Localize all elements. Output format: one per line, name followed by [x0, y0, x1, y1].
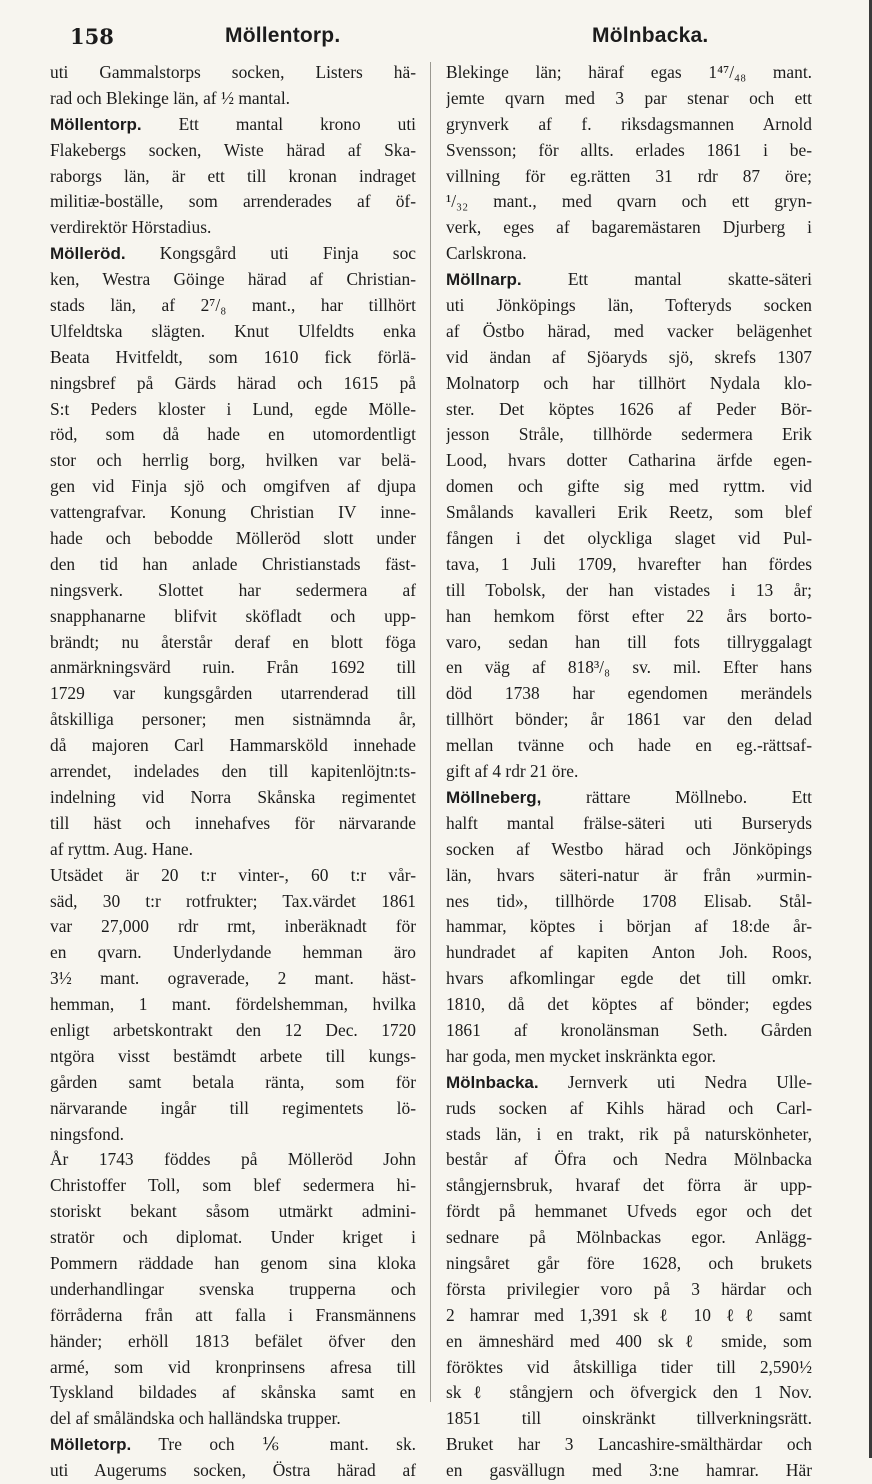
text-line: [50, 1096, 416, 1122]
line-text: Carlskrona.: [446, 243, 527, 264]
entry-first-line: [446, 1070, 812, 1096]
line-text: Ett mantal skatte-säteri: [521, 269, 812, 290]
text-line: [446, 60, 812, 86]
line-text: uti Augerums socken, Östra härad af: [50, 1460, 416, 1481]
line-text: stratör och diplomat. Under kriget i: [50, 1227, 416, 1248]
text-line: [446, 914, 812, 940]
line-text: nes tid», tillhörde 1708 Elisab. Stål-: [446, 890, 812, 911]
line-text: varo, sedan han till fots tillryggalagt: [446, 631, 812, 652]
text-line: [446, 345, 812, 371]
text-line: [50, 1251, 416, 1277]
line-text: indelning vid Norra Skånska regimentet: [50, 786, 416, 807]
text-line: [446, 1173, 812, 1199]
text-line: [446, 215, 812, 241]
line-text: 1729 var kungsgården utarrenderad till: [50, 683, 416, 704]
entry-headword: Mölleröd.: [50, 244, 126, 264]
entry-headword: Möllentorp.: [50, 114, 142, 134]
line-text: röd, som då hade en utomordentligt: [50, 424, 416, 445]
text-line: [50, 707, 416, 733]
line-text: stads län, af 2⁷/₈ mant., har tillhört: [50, 295, 416, 316]
text-line: [446, 604, 812, 630]
text-line: [446, 1096, 812, 1122]
text-line: [50, 1329, 416, 1355]
line-text: af Östbo härad, med vacker belägenhet: [446, 320, 812, 341]
line-text: död 1738 har egendomen merändels: [446, 683, 812, 704]
text-line: [50, 1225, 416, 1251]
entry-headword: Möllnarp.: [446, 270, 522, 290]
line-text: Bruket har 3 Lancashire-smälthärdar och: [446, 1434, 812, 1455]
entry-first-line: [50, 112, 416, 138]
line-text: villning för eg.rätten 31 rdr 87 öre;: [446, 165, 812, 186]
column-divider: [430, 62, 431, 1402]
text-line: [446, 1329, 812, 1355]
text-line: [446, 138, 812, 164]
line-text: uti Gammalstorps socken, Listers hä-: [50, 62, 416, 82]
line-text: ¹/₃₂ mant., med qvarn och ett gryn-: [446, 191, 812, 212]
line-text: mellan tvänne och hade en eg.-rättsaf-: [446, 735, 812, 756]
text-line: [50, 189, 416, 215]
text-line: [50, 422, 416, 448]
text-line: [50, 474, 416, 500]
line-text: del af småländska och halländska trupper.: [50, 1408, 341, 1429]
right-running-head: Mölnbacka.: [592, 24, 709, 47]
line-text: raborgs län, är ett till kronan indraget: [50, 165, 416, 186]
text-line: [446, 1251, 812, 1277]
text-line: [446, 189, 812, 215]
line-text: verk, eges af bagaremästaren Djurberg i: [446, 217, 812, 238]
text-line: [446, 1147, 812, 1173]
entry-first-line: [50, 241, 416, 267]
line-text: 1851 till oinskränkt tillverkningsrätt.: [446, 1408, 812, 1429]
text-line: [50, 1380, 416, 1406]
text-line: [446, 759, 812, 785]
text-line: [446, 1406, 812, 1432]
text-line: [50, 86, 416, 112]
text-line: [446, 241, 812, 267]
text-line: [50, 371, 416, 397]
line-text: Jernverk uti Nedra Ulle-: [538, 1071, 812, 1092]
text-line: [446, 992, 812, 1018]
line-text: förråderna från att falla i Fransmännens: [50, 1304, 416, 1325]
line-text: År 1743 föddes på Mölleröd John: [50, 1149, 416, 1170]
line-text: till Tobolsk, der han vistades i 13 år;: [446, 579, 812, 600]
line-text: ken, Westra Göinge härad af Christian-: [50, 269, 416, 290]
text-line: [50, 863, 416, 889]
line-text: län, hvars säteri-natur är från »urmin-: [446, 864, 812, 885]
left-text-column: [50, 60, 416, 1484]
line-text: ruds socken af Kihls härad och Carl-: [446, 1097, 812, 1118]
text-line: [50, 578, 416, 604]
text-line: [446, 863, 812, 889]
entry-first-line: [50, 1432, 416, 1458]
text-line: [446, 1458, 812, 1484]
text-line: [446, 733, 812, 759]
line-text: militiæ-boställe, som arrenderades af öf-: [50, 191, 416, 212]
line-text: anmärkningsvärd ruin. Från 1692 till: [50, 657, 416, 678]
line-text: hvars afkomlingar egde det till omkr.: [446, 968, 812, 989]
text-line: [446, 578, 812, 604]
text-line: [446, 1199, 812, 1225]
line-text: åtskilliga personer; men sistnämnda år,: [50, 709, 416, 730]
line-text: gården samt betala ränta, som för: [50, 1071, 416, 1092]
line-text: hundradet af kapiten Anton Joh. Roos,: [446, 942, 812, 963]
text-line: [50, 759, 416, 785]
line-text: gen vid Finja sjö och omgifven af djupa: [50, 476, 416, 497]
line-text: sednare på Mölnbackas egor. Anlägg-: [446, 1227, 812, 1248]
right-text-column: [446, 60, 812, 1484]
text-line: [446, 422, 812, 448]
text-line: [50, 1303, 416, 1329]
text-line: [50, 215, 416, 241]
text-line: [50, 1355, 416, 1381]
line-text: var 27,000 rdr rmt, inberäknadt för: [50, 916, 416, 937]
text-line: [446, 630, 812, 656]
line-text: rättare Möllnebo. Ett: [541, 786, 812, 807]
line-text: Utsädet är 20 t:r vinter-, 60 t:r vår-: [50, 864, 416, 885]
text-line: [446, 837, 812, 863]
text-line: [50, 552, 416, 578]
line-text: då majoren Carl Hammarsköld innehade: [50, 735, 416, 756]
left-running-head: Möllentorp.: [225, 24, 341, 47]
line-text: grynverk af f. riksdagsmannen Arnold: [446, 113, 812, 134]
text-line: [446, 940, 812, 966]
line-text: stor och herrlig borg, hvilken var belä-: [50, 450, 416, 471]
line-text: ningsbref på Gärds härad och 1615 på: [50, 372, 416, 393]
text-line: [446, 526, 812, 552]
line-text: ningsfond.: [50, 1123, 124, 1144]
text-line: [446, 319, 812, 345]
text-line: [446, 655, 812, 681]
text-line: [50, 655, 416, 681]
line-text: ningsverk. Slottet har sedermera af: [50, 579, 416, 600]
text-line: [50, 681, 416, 707]
line-text: hade och bebodde Mölleröd slott under: [50, 528, 416, 549]
text-line: [446, 811, 812, 837]
text-line: [50, 397, 416, 423]
line-text: verdirektör Hörstadius.: [50, 217, 212, 238]
line-text: armé, som vid kronprinsens afresa till: [50, 1356, 416, 1377]
line-text: en väg af 818³/₈ sv. mil. Efter hans: [446, 657, 812, 678]
line-text: domen och gifte sig med ryttm. vid: [446, 476, 812, 497]
line-text: underhandlingar svenska trupperna och: [50, 1278, 416, 1299]
line-text: halft mantal frälse-säteri uti Burseryds: [446, 812, 812, 833]
text-line: [446, 1432, 812, 1458]
line-text: den tid han anlade Christianstads fäst-: [50, 553, 416, 574]
text-line: [446, 1277, 812, 1303]
line-text: snapphanarne blifvit sköfladt och upp-: [50, 605, 416, 626]
line-text: en ämneshärd med 400 skℓ smide, som: [446, 1330, 812, 1351]
line-text: Tre och ⅙ mant. sk.: [131, 1434, 416, 1455]
text-line: [50, 811, 416, 837]
line-text: rad och Blekinge län, af ½ mantal.: [50, 87, 291, 108]
line-text: 1810, då det köptes af bönder; egdes: [446, 994, 812, 1015]
line-text: Kongsgård uti Finja soc: [125, 243, 416, 264]
running-header: [0, 22, 872, 50]
text-line: [446, 681, 812, 707]
text-line: [446, 1018, 812, 1044]
entry-headword: Möllneberg,: [446, 787, 542, 807]
line-text: jemte qvarn med 3 par stenar och ett: [446, 87, 812, 108]
line-text: hemman, 1 mant. fördelshemman, hvilka: [50, 994, 416, 1015]
text-line: [446, 1122, 812, 1148]
line-text: stångjernsbruk, hvaraf det förra är upp-: [446, 1175, 812, 1196]
line-text: brändt; nu återstår deraf en blott föga: [50, 631, 416, 652]
line-text: stads län, i en trakt, rik på naturskönheter,: [446, 1123, 812, 1144]
line-text: Pommern räddade han genom sina kloka: [50, 1252, 416, 1273]
line-text: 2 hamrar med 1,391 skℓ 10 ℓℓ samt: [446, 1304, 812, 1325]
line-text: Smålands kavalleri Erik Reetz, som blef: [446, 502, 812, 523]
line-text: består af Öfra och Nedra Mölnbacka: [446, 1149, 812, 1170]
text-line: [446, 397, 812, 423]
line-text: skℓ stångjern och öfvergick den 1 Nov.: [446, 1382, 812, 1403]
text-line: [446, 889, 812, 915]
text-line: [446, 448, 812, 474]
text-line: [50, 293, 416, 319]
text-line: [446, 707, 812, 733]
text-line: [50, 448, 416, 474]
text-line: [50, 604, 416, 630]
line-text: säd, 30 t:r rotfrukter; Tax.värdet 1861: [50, 890, 416, 911]
line-text: jesson Stråle, tillhörde sedermera Erik: [446, 424, 812, 445]
line-text: Blekinge län; häraf egas 1⁴⁷/₄₈ mant.: [446, 62, 812, 82]
text-line: [446, 293, 812, 319]
page-number: 158: [70, 24, 114, 49]
text-line: [446, 552, 812, 578]
text-line: [446, 164, 812, 190]
text-line: [50, 1406, 416, 1432]
line-text: socken af Westbo härad och Jönköpings: [446, 838, 812, 859]
text-line: [50, 785, 416, 811]
text-line: [50, 630, 416, 656]
text-line: [50, 500, 416, 526]
text-line: [50, 345, 416, 371]
line-text: Tyskland bildades af skånska samt en: [50, 1382, 416, 1403]
text-line: [446, 112, 812, 138]
text-line: [50, 1147, 416, 1173]
line-text: ningsåret går före 1628, och brukets: [446, 1252, 812, 1273]
text-line: [50, 1070, 416, 1096]
text-line: [446, 371, 812, 397]
line-text: 3½ mant. ograverade, 2 mant. häst-: [50, 968, 416, 989]
text-line: [50, 164, 416, 190]
text-line: [50, 1277, 416, 1303]
line-text: 1861 af kronolänsman Seth. Gården: [446, 1019, 812, 1040]
entry-headword: Mölnbacka.: [446, 1072, 539, 1092]
line-text: Christoffer Toll, som blef sedermera hi-: [50, 1175, 416, 1196]
line-text: händer; erhöll 1813 befälet öfver den: [50, 1330, 416, 1351]
entry-first-line: [446, 267, 812, 293]
line-text: tillhört bönder; år 1861 var den delad: [446, 709, 812, 730]
line-text: närvarande ingår till regimentets lö-: [50, 1097, 416, 1118]
text-line: [50, 914, 416, 940]
line-text: Ett mantal krono uti: [141, 113, 416, 134]
text-line: [50, 1458, 416, 1484]
text-line: [50, 1173, 416, 1199]
text-line: [50, 733, 416, 759]
line-text: gift af 4 rdr 21 öre.: [446, 761, 579, 782]
line-text: fördt på hemmanet Ufveds egor och det: [446, 1201, 812, 1222]
line-text: hammar, köptes i början af 18:de år-: [446, 916, 812, 937]
line-text: Lood, hvars dotter Catharina ärfde egen-: [446, 450, 812, 471]
line-text: föröktes vid åtskilliga tider till 2,590½: [446, 1356, 812, 1377]
line-text: har goda, men mycket inskränkta egor.: [446, 1045, 716, 1066]
entry-headword: Mölletorp.: [50, 1435, 132, 1455]
text-line: [446, 474, 812, 500]
line-text: Svensson; för allts. erlades 1861 i be-: [446, 139, 812, 160]
text-line: [50, 889, 416, 915]
text-line: [446, 1225, 812, 1251]
line-text: ster. Det köptes 1626 af Peder Bör-: [446, 398, 812, 419]
text-line: [50, 526, 416, 552]
text-line: [50, 966, 416, 992]
text-line: [50, 319, 416, 345]
line-text: S:t Peders kloster i Lund, egde Mölle-: [50, 398, 416, 419]
line-text: Flakebergs socken, Wiste härad af Ska-: [50, 139, 416, 160]
line-text: han hemkom först efter 22 års borto-: [446, 605, 812, 626]
text-line: [446, 966, 812, 992]
line-text: till häst och innehafves för närvarande: [50, 812, 416, 833]
text-line: [50, 60, 416, 86]
text-line: [50, 138, 416, 164]
text-line: [446, 1303, 812, 1329]
line-text: arrendet, indelades den till kapitenlöjtn:ts-: [50, 761, 416, 782]
text-line: [446, 1355, 812, 1381]
line-text: vid ändan af Sjöaryds sjö, skrefs 1307: [446, 346, 812, 367]
line-text: uti Jönköpings län, Tofteryds socken: [446, 295, 812, 316]
line-text: storiskt bekant såsom utmärkt admini-: [50, 1201, 416, 1222]
line-text: ntgöra visst bestämdt arbete till kungs-: [50, 1045, 416, 1066]
text-line: [50, 1122, 416, 1148]
line-text: af ryttm. Aug. Hane.: [50, 838, 193, 859]
text-line: [446, 1044, 812, 1070]
text-line: [446, 500, 812, 526]
line-text: en qvarn. Underlydande hemman äro: [50, 942, 416, 963]
line-text: enligt arbetskontrakt den 12 Dec. 1720: [50, 1019, 416, 1040]
text-line: [446, 1380, 812, 1406]
text-line: [50, 837, 416, 863]
text-line: [50, 267, 416, 293]
text-line: [50, 992, 416, 1018]
line-text: tava, 1 Juli 1709, hvarefter han fördes: [446, 553, 812, 574]
line-text: vattengrafvar. Konung Christian IV inne-: [50, 502, 416, 523]
entry-first-line: [446, 785, 812, 811]
text-line: [50, 1018, 416, 1044]
line-text: Ulfeldtska slägten. Knut Ulfeldts enka: [50, 320, 416, 341]
text-line: [50, 1199, 416, 1225]
text-line: [50, 1044, 416, 1070]
text-line: [50, 940, 416, 966]
line-text: en gasvällugn med 3:ne hamrar. Här: [446, 1460, 812, 1481]
line-text: fången i det olyckliga slaget vid Pul-: [446, 528, 812, 549]
line-text: Beata Hvitfeldt, som 1610 fick förlä-: [50, 346, 416, 367]
line-text: första privilegier voro på 3 härdar och: [446, 1278, 812, 1299]
line-text: Molnatorp och har tillhört Nydala klo-: [446, 372, 812, 393]
text-line: [446, 86, 812, 112]
